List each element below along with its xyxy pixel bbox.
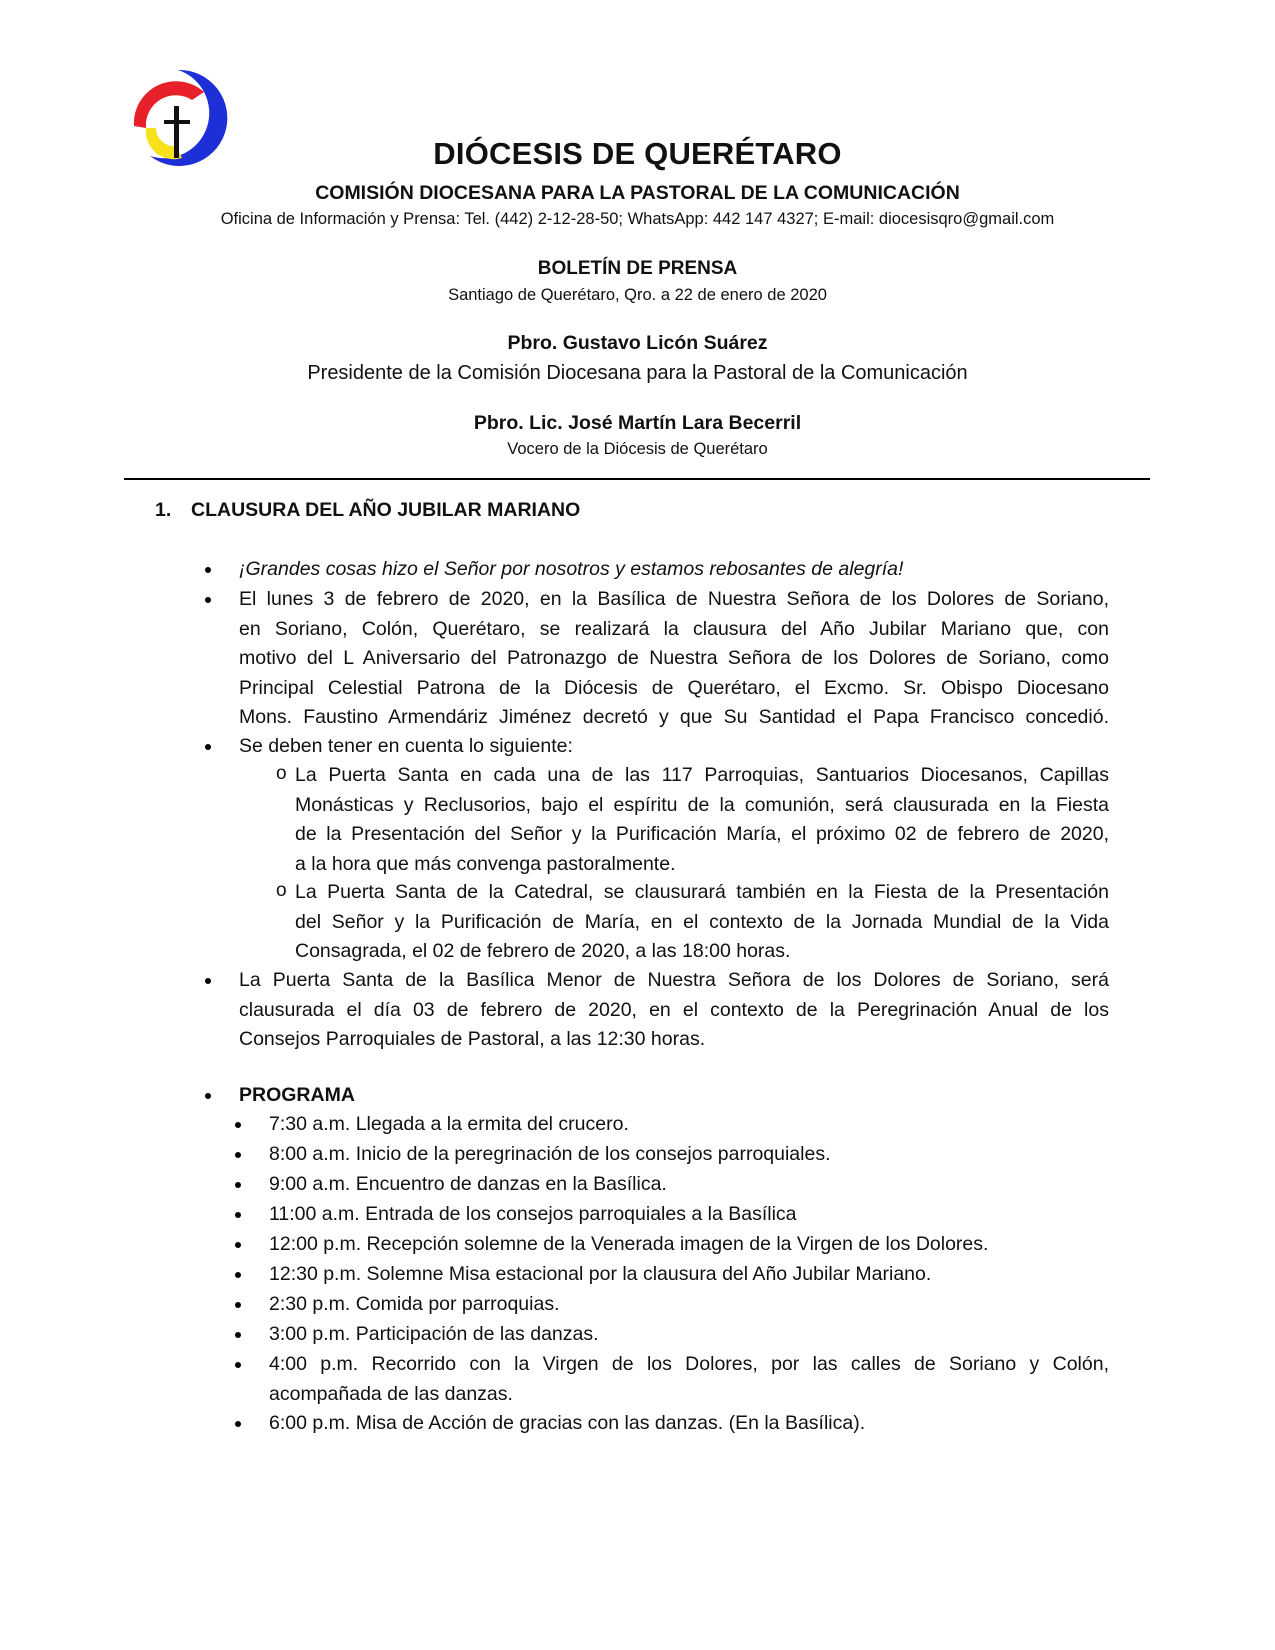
paragraph-line: de la Presentación del Señor y la Purificación María, el próximo 02 de febrero de 2020, bbox=[295, 823, 1109, 845]
program-item: 2:30 p.m. Comida por parroquias. bbox=[269, 1293, 560, 1315]
program-item: 7:30 a.m. Llegada a la ermita del crucero. bbox=[269, 1113, 629, 1135]
spokesman-role: Vocero de la Diócesis de Querétaro bbox=[507, 440, 768, 458]
paragraph-line: Monásticas y Reclusorios, bajo el espíritu de la comunión, será clausurada en la Fiesta bbox=[295, 793, 1109, 816]
sub-bullet-marker: o bbox=[276, 880, 287, 901]
program-item: 3:00 p.m. Participación de las danzas. bbox=[269, 1323, 599, 1345]
bullet-icon bbox=[235, 1362, 241, 1368]
paragraph-line: en Soriano, Colón, Querétaro, se realizará la clausura del Año Jubilar Mariano que, con bbox=[239, 617, 1109, 640]
sub-bullet-cathedral bbox=[295, 878, 1109, 967]
paragraph-line: 4:00 p.m. Recorrido con la Virgen de los Dolores, por las calles de Soriano y Colón, bbox=[269, 1353, 1109, 1375]
bullet-icon bbox=[235, 1182, 241, 1188]
program-item: 6:00 p.m. Misa de Acción de gracias con las danzas. (En la Basílica). bbox=[269, 1412, 866, 1434]
bullet-icon bbox=[205, 978, 211, 984]
paragraph-line: acompañada de las danzas. bbox=[269, 1382, 513, 1405]
bullet-icon bbox=[235, 1242, 241, 1248]
header-divider bbox=[124, 478, 1150, 480]
section-heading bbox=[155, 499, 580, 522]
logo-cross-horizontal bbox=[164, 120, 190, 124]
section-title: CLAUSURA DEL AÑO JUBILAR MARIANO bbox=[191, 499, 581, 521]
paragraph-line: La Puerta Santa en cada una de las 117 Parroquias, Santuarios Diocesanos, Capillas bbox=[295, 764, 1109, 786]
bullet-icon bbox=[205, 597, 211, 603]
program-item: 11:00 a.m. Entrada de los consejos parroquiales a la Basílica bbox=[269, 1203, 797, 1225]
section-number: 1. bbox=[155, 499, 172, 521]
bullet-icon bbox=[235, 1332, 241, 1338]
place-date: Santiago de Querétaro, Qro. a 22 de enero de 2020 bbox=[448, 286, 827, 304]
program-item: 12:00 p.m. Recepción solemne de la Venerada imagen de la Virgen de los Dolores. bbox=[269, 1233, 989, 1255]
program-heading: PROGRAMA bbox=[239, 1084, 355, 1106]
program-item bbox=[269, 1350, 1109, 1409]
bullet-icon bbox=[235, 1272, 241, 1278]
paragraph-line: Mons. Faustino Armendáriz Jiménez decretó y que Su Santidad el Papa Francisco concedió. bbox=[239, 706, 1109, 728]
sub-bullet-marker: o bbox=[276, 763, 287, 784]
bullet-quote bbox=[239, 555, 1109, 585]
bullet-icon bbox=[235, 1302, 241, 1308]
bullet-basilica bbox=[239, 966, 1109, 1055]
page-title: DIÓCESIS DE QUERÉTARO bbox=[433, 136, 842, 171]
paragraph-line: El lunes 3 de febrero de 2020, en la Basílica de Nuestra Señora de los Dolores de Soriano, bbox=[239, 588, 1109, 610]
paragraph-line: Principal Celestial Patrona de la Diócesis de Querétaro, el Excmo. Sr. Obispo Diocesano bbox=[239, 676, 1109, 699]
bullet-icon bbox=[235, 1122, 241, 1128]
paragraph-line: La Puerta Santa de la Catedral, se clausurará también en la Fiesta de la Presentación bbox=[295, 881, 1109, 903]
bullet-icon bbox=[235, 1421, 241, 1427]
paragraph-line: clausurada el día 03 de febrero de 2020, en el contexto de la Peregrinación Anual de los bbox=[239, 998, 1109, 1021]
quote-text: ¡Grandes cosas hizo el Señor por nosotros y estamos rebosantes de alegría! bbox=[239, 558, 904, 580]
bullet-icon bbox=[235, 1212, 241, 1218]
program-item: 12:30 p.m. Solemne Misa estacional por la clausura del Año Jubilar Mariano. bbox=[269, 1263, 932, 1285]
bullet-icon bbox=[235, 1152, 241, 1158]
commission-name: COMISIÓN DIOCESANA PARA LA PASTORAL DE LA COMUNICACIÓN bbox=[315, 182, 960, 204]
paragraph-line: a la hora que más convenga pastoralmente. bbox=[295, 852, 676, 875]
paragraph-line: motivo del L Aniversario del Patronazgo de Nuestra Señora de los Dolores de Soriano, como bbox=[239, 647, 1109, 669]
program-item: 8:00 a.m. Inicio de la peregrinación de los consejos parroquiales. bbox=[269, 1143, 831, 1165]
paragraph-line: Consejos Parroquiales de Pastoral, a las 12:30 horas. bbox=[239, 1028, 706, 1050]
paragraph-line: Consagrada, el 02 de febrero de 2020, a las 18:00 horas. bbox=[295, 940, 791, 962]
paragraph-line: La Puerta Santa de la Basílica Menor de Nuestra Señora de los Dolores de Soriano, será bbox=[239, 969, 1109, 991]
bullet-announcement bbox=[239, 585, 1109, 733]
president-name: Pbro. Gustavo Licón Suárez bbox=[507, 332, 768, 354]
bullet-icon bbox=[205, 744, 211, 750]
program-item: 9:00 a.m. Encuentro de danzas en la Basílica. bbox=[269, 1173, 667, 1195]
bullet-icon bbox=[205, 1093, 211, 1099]
paragraph-line: Se deben tener en cuenta lo siguiente: bbox=[239, 735, 573, 757]
paragraph-line: del Señor y la Purificación de María, en el contexto de la Jornada Mundial de la Vida bbox=[295, 910, 1109, 933]
president-role: Presidente de la Comisión Diocesana para la Pastoral de la Comunicación bbox=[307, 362, 968, 384]
bullet-considerations bbox=[239, 732, 1109, 762]
spokesman-name: Pbro. Lic. José Martín Lara Becerril bbox=[473, 412, 802, 434]
sub-bullet-parishes bbox=[295, 761, 1109, 879]
bullet-icon bbox=[205, 567, 211, 573]
bulletin-heading: BOLETÍN DE PRENSA bbox=[537, 258, 738, 279]
office-contact-line: Oficina de Información y Prensa: Tel. (442) 2-12-28-50; WhatsApp: 442 147 4327; E-mail: diocesisqro@gmail.com bbox=[220, 210, 1055, 228]
